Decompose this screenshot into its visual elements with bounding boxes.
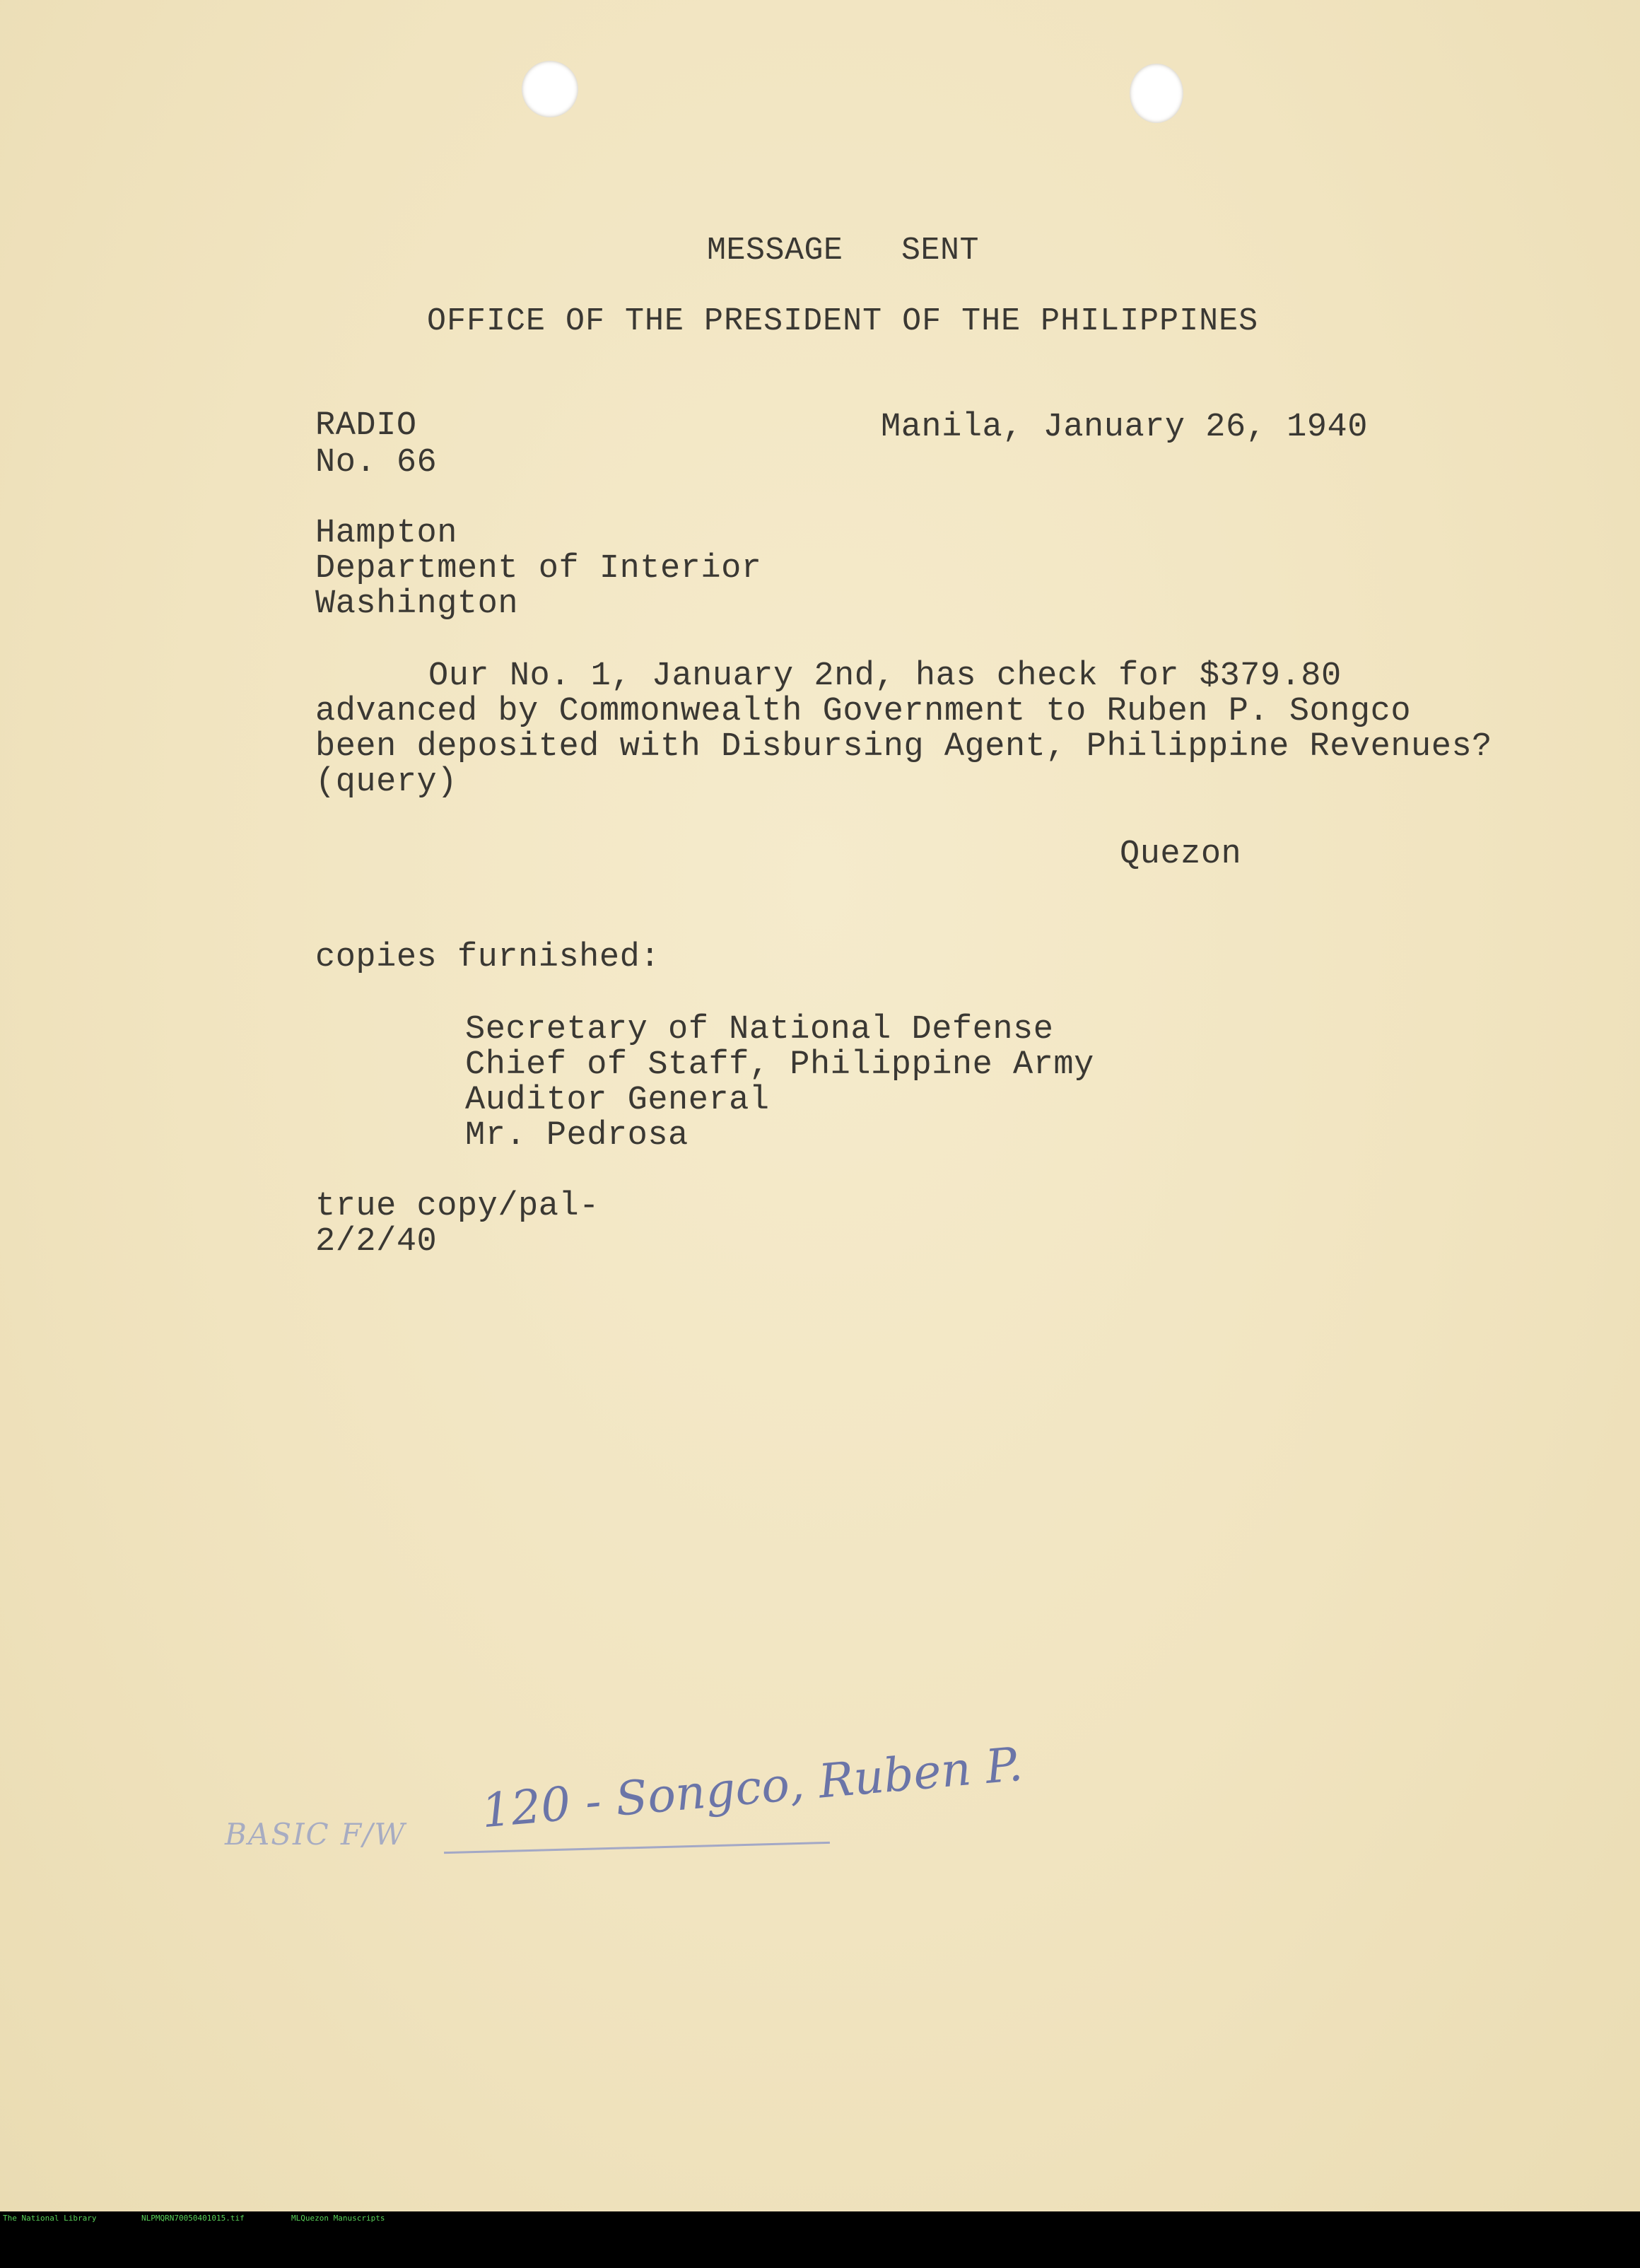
copy-recipient: Mr. Pedrosa [465, 1117, 689, 1155]
footer-file: NLPMQRN70050401015.tif [141, 2214, 245, 2223]
handwritten-file-reference: 120 - Songco, Ruben P. [479, 1736, 1025, 1839]
copy-recipient: Chief of Staff, Philippine Army [465, 1046, 1094, 1084]
body-line: advanced by Commonwealth Government to Ruben P. Songco [315, 693, 1412, 730]
true-copy-note: true copy/pal- [315, 1188, 599, 1225]
office-heading: OFFICE OF THE PRESIDENT OF THE PHILIPPINES [427, 303, 1259, 339]
punch-hole-left [522, 61, 578, 117]
basic-stamp-label: BASIC F/W [225, 1817, 406, 1852]
addressee-city: Washington [315, 585, 519, 623]
punch-hole-right [1130, 64, 1183, 123]
body-line: been deposited with Disbursing Agent, Philippine Revenues? [315, 728, 1492, 766]
message-type: RADIO [315, 407, 417, 445]
true-copy-date: 2/2/40 [315, 1223, 438, 1261]
body-line: Our No. 1, January 2nd, has check for $379.80 [428, 657, 1342, 695]
addressee-department: Department of Interior [315, 550, 762, 588]
message-number: No. 66 [315, 444, 438, 481]
copies-label: copies furnished: [315, 939, 660, 976]
copy-recipient: Secretary of National Defense [465, 1011, 1054, 1048]
stamp-underline [444, 1842, 830, 1854]
scan-footer [0, 2211, 1640, 2226]
footer-collection: MLQuezon Manuscripts [291, 2214, 385, 2223]
signature: Quezon [1120, 836, 1242, 873]
addressee-name: Hampton [315, 515, 457, 552]
message-title: MESSAGE SENT [707, 233, 980, 269]
body-line: (query) [315, 764, 457, 801]
copy-recipient: Auditor General [465, 1082, 770, 1119]
place-date: Manila, January 26, 1940 [881, 409, 1368, 446]
footer-library: The National Library [3, 2214, 97, 2223]
